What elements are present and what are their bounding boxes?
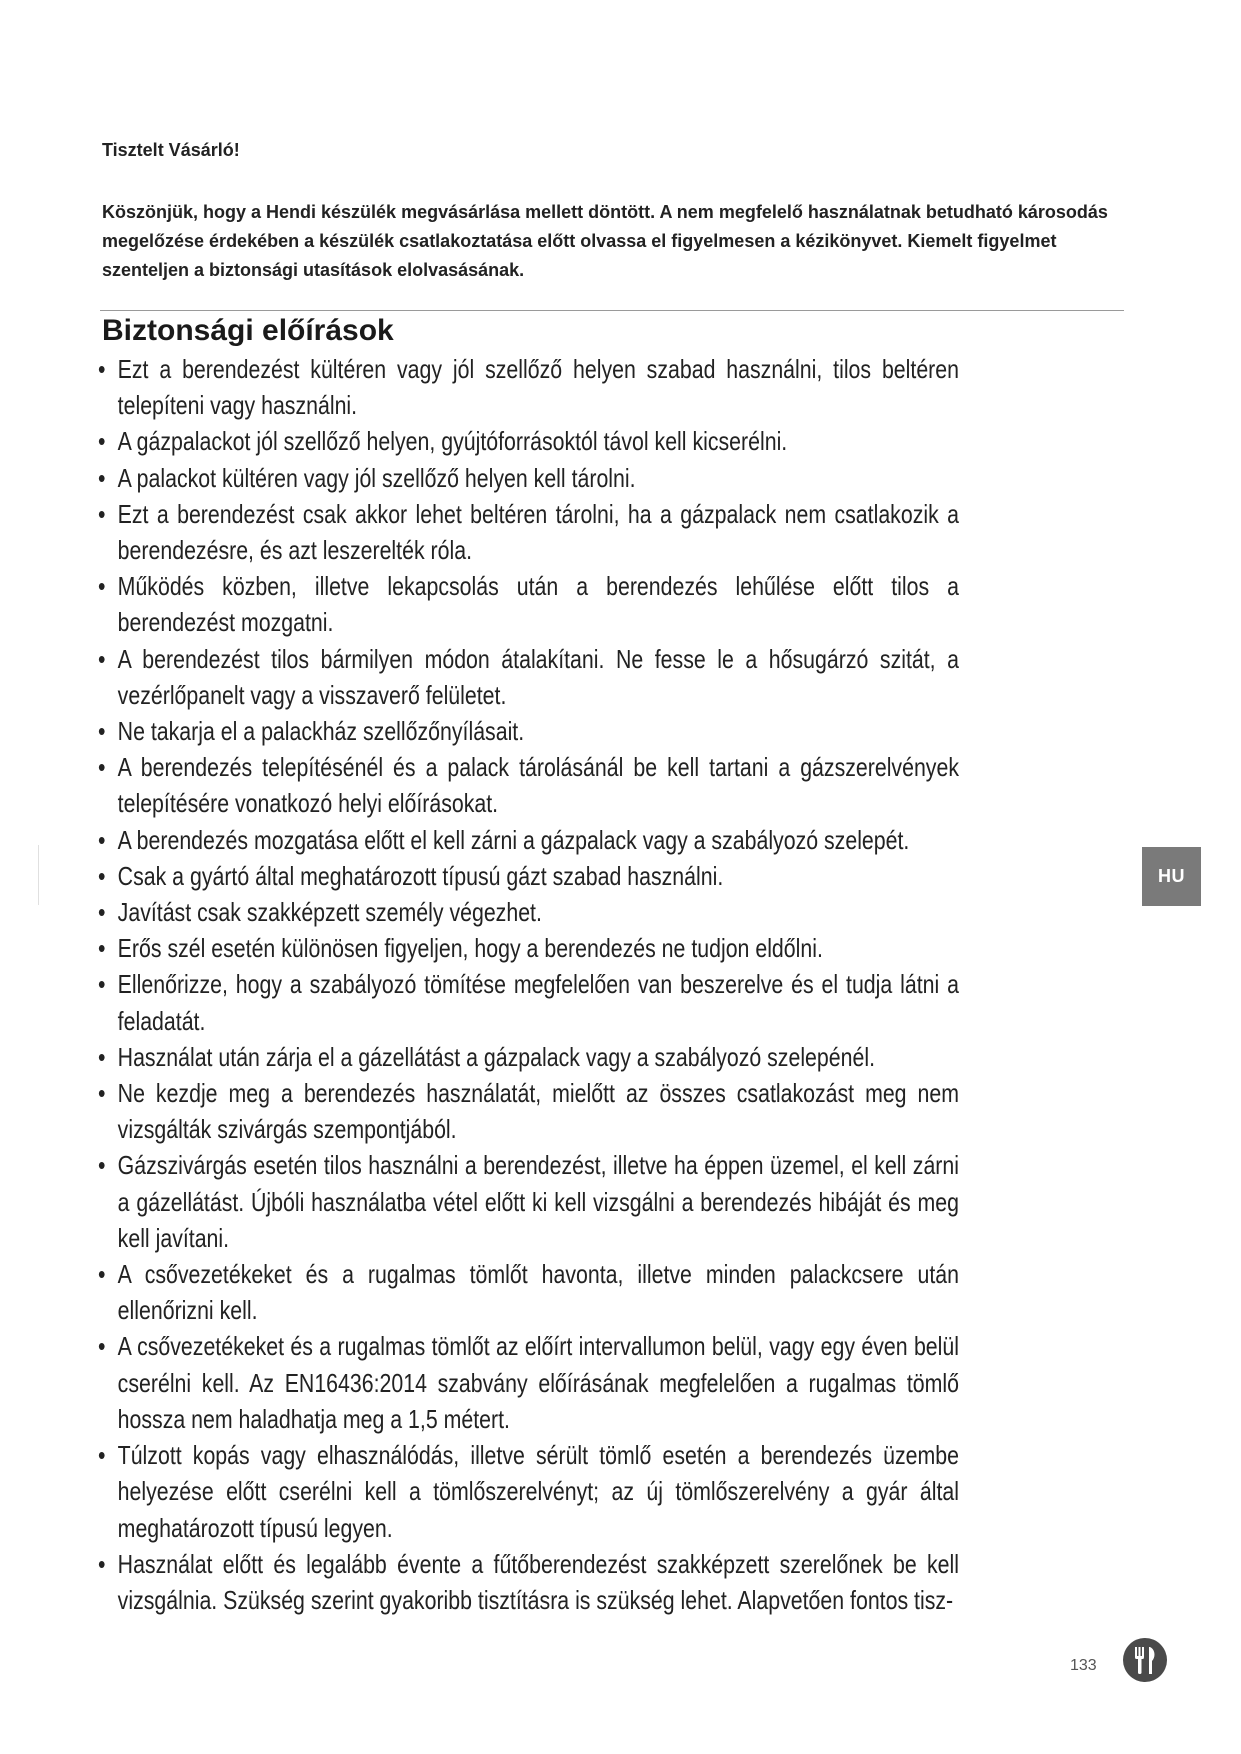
bullet: • — [98, 498, 106, 529]
bullet: • — [98, 354, 106, 384]
list-item — [98, 1075, 959, 1147]
bullet: • — [98, 752, 106, 783]
bullet: • — [98, 860, 106, 891]
bullet: • — [98, 1150, 106, 1181]
rule-text: Ne kezdje meg a berendezés használatát, mielőtt az összes csatlakozást meg nem vizsgálták szivárgás szempontjából. — [117, 1078, 960, 1145]
bullet: • — [98, 643, 106, 674]
divider — [100, 310, 1124, 311]
bullet: • — [98, 1548, 106, 1579]
list-item — [98, 858, 959, 894]
rule-text: Gázszivárgás esetén tilos használni a berendezést, illetve ha éppen üzemel, el kell zárni a gázellátást. Újbóli használatba vétel előtt ki kell vizsgálni a berendezés hibáját és meg kell javítani. — [117, 1150, 960, 1253]
bullet: • — [98, 933, 106, 964]
list-item — [98, 1437, 959, 1546]
bullet: • — [98, 716, 106, 747]
list-item — [98, 1328, 959, 1437]
rule-text: A palackot kültéren vagy jól szellőző helyen kell tárolni. — [117, 462, 636, 493]
bullet: • — [98, 462, 106, 493]
list-item — [98, 641, 959, 713]
rule-text: A csővezetékeket és a rugalmas tömlőt havonta, illetve minden palackcsere után ellenőrizni kell. — [117, 1259, 960, 1326]
rule-text: A berendezés telepítésénél és a palack tárolásánál be kell tartani a gázszerelvények telepítésére vonatkozó helyi előírásokat. — [117, 752, 960, 819]
list-item — [98, 1039, 959, 1075]
rule-text: Javítást csak szakképzett személy végezhet. — [117, 897, 542, 928]
rule-text: Ne takarja el a palackház szellőzőnyílásait. — [117, 716, 525, 747]
safety-rules-list — [98, 351, 959, 1618]
rule-text: A berendezést tilos bármilyen módon átalakítani. Ne fesse le a hősugárzó szitát, a vezérlőpanelt vagy a visszaverő felületet. — [117, 643, 960, 710]
rule-text: Ellenőrizze, hogy a szabályozó tömítése megfelelően van beszerelve és el tudja látni a feladatát. — [117, 969, 960, 1036]
list-item — [98, 1147, 959, 1256]
rule-text: Használat előtt és legalább évente a fűtőberendezést szakképzett szerelőnek be kell vizsgálnia. Szükség szerint gyakoribb tisztításra is szükség lehet. Alapvetően fontos tisz- — [117, 1548, 960, 1615]
rule-text: Ezt a berendezést kültéren vagy jól szellőző helyen szabad használni, tilos beltéren telepíteni vagy használni. — [117, 354, 960, 421]
bullet: • — [98, 571, 106, 602]
intro-paragraph: Köszönjük, hogy a Hendi készülék megvásárlása mellett döntött. A nem megfelelő használatnak betudható károsodás megelőzése érdekében a készülék csatlakoztatása előtt olvassa el figyelmesen a kézikönyvet. Kiemelt figyelmet szenteljen a biztonsági utasítások elolvasásának. — [102, 202, 1108, 280]
list-item — [98, 1256, 959, 1328]
greeting: Tisztelt Vásárló! — [102, 140, 240, 160]
rule-text: Működés közben, illetve lekapcsolás után a berendezés lehűlése előtt tilos a berendezést mozgatni. — [117, 571, 960, 638]
margin-mark — [38, 845, 39, 905]
rule-text: A csővezetékeket és a rugalmas tömlőt az előírt intervallumon belül, vagy egy éven belül cserélni kell. Az EN16436:2014 szabvány előírásának megfelelően a rugalmas tömlő hossza nem haladhatja meg a 1,5 métert. — [117, 1331, 960, 1434]
bullet: • — [98, 897, 106, 928]
list-item — [98, 749, 959, 821]
bullet: • — [98, 1331, 106, 1362]
list-item — [98, 351, 959, 423]
cutlery-icon — [1122, 1637, 1168, 1683]
rule-text: Ezt a berendezést csak akkor lehet beltéren tárolni, ha a gázpalack nem csatlakozik a berendezésre, és azt leszerelték róla. — [117, 498, 960, 566]
list-item — [98, 568, 959, 640]
rule-text: Használat után zárja el a gázellátást a gázpalack vagy a szabályozó szelepénél. — [117, 1041, 876, 1072]
bullet: • — [98, 1041, 106, 1072]
bullet: • — [98, 1440, 106, 1471]
bullet: • — [98, 824, 106, 855]
list-item — [98, 713, 959, 749]
bullet: • — [98, 1078, 106, 1109]
rule-text: Erős szél esetén különösen figyeljen, hogy a berendezés ne tudjon eldőlni. — [117, 933, 823, 964]
bullet: • — [98, 1259, 106, 1290]
rule-text: Túlzott kopás vagy elhasználódás, illetve sérült tömlő esetén a berendezés üzembe helyezése előtt cserélni kell a tömlőszerelvényt; az új tömlőszerelvény a gyár által meghatározott típusú legyen. — [117, 1440, 960, 1543]
list-item — [98, 1546, 959, 1618]
rule-text: Csak a gyártó által meghatározott típusú gázt szabad használni. — [117, 860, 724, 891]
section-title: Biztonsági előírások — [102, 314, 394, 347]
list-item — [98, 423, 959, 459]
list-item — [98, 822, 959, 858]
list-item — [98, 894, 959, 930]
list-item — [98, 930, 959, 966]
bullet: • — [98, 969, 106, 1000]
list-item — [98, 460, 959, 496]
bullet: • — [98, 426, 106, 457]
list-item — [98, 496, 959, 568]
page-number: 133 — [1070, 1657, 1097, 1674]
rule-text: A gázpalackot jól szellőző helyen, gyújtóforrásoktól távol kell kicserélni. — [117, 426, 788, 457]
language-tab: HU — [1142, 847, 1201, 906]
list-item — [98, 966, 959, 1038]
rule-text: A berendezés mozgatása előtt el kell zárni a gázpalack vagy a szabályozó szelepét. — [117, 824, 910, 855]
